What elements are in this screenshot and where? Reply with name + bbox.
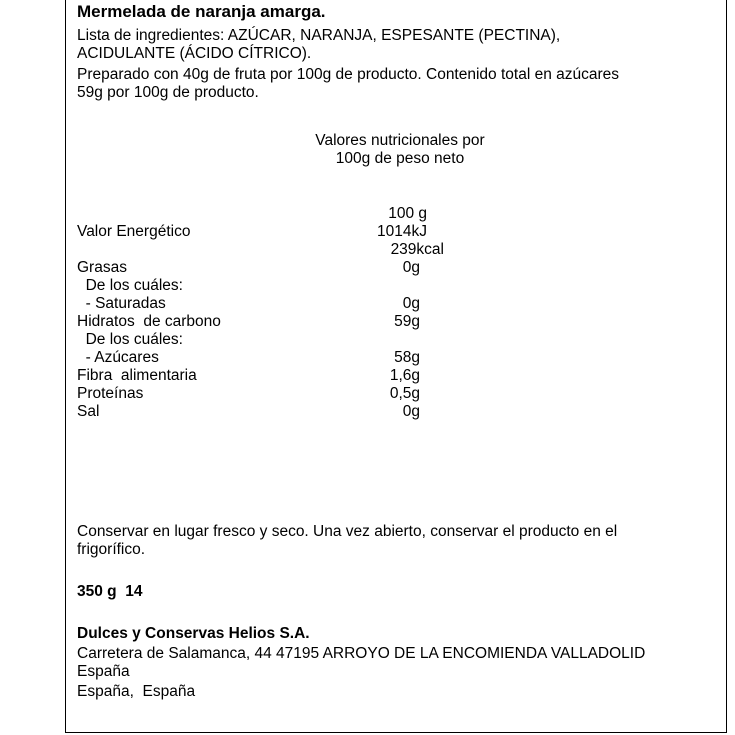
ingredients-line-2: ACIDULANTE (ÁCIDO CÍTRICO). xyxy=(77,45,312,62)
nutrition-row-label: Fibra alimentaria xyxy=(77,367,197,384)
nutrition-row-value: 1,6g xyxy=(389,367,420,384)
origin-country: España, España xyxy=(77,683,196,700)
net-weight: 350 g 14 xyxy=(77,583,143,600)
nutrition-row-label: Valor Energético xyxy=(77,223,191,240)
preparation-line-1: Preparado con 40g de fruta por 100g de producto. Contenido total en azúcares xyxy=(77,66,620,83)
storage-line-1: Conservar en lugar fresco y seco. Una vez abierto, conservar el producto en el xyxy=(77,523,618,540)
nutrition-row-value: 58g xyxy=(394,349,420,366)
nutrition-row-value: 239kcal xyxy=(390,241,444,258)
nutrition-row-value: 59g xyxy=(394,313,420,330)
product-title: Mermelada de naranja amarga. xyxy=(77,2,326,21)
ingredients-line-1: Lista de ingredientes: AZÚCAR, NARANJA, ESPESANTE (PECTINA), xyxy=(77,27,561,44)
nutrition-row-label: Grasas xyxy=(77,259,127,276)
nutrition-row-label: Proteínas xyxy=(77,385,144,402)
nutrition-row-value: 0g xyxy=(402,295,420,312)
nutrition-row-value: 1014kJ xyxy=(377,223,427,240)
storage-line-2: frigorífico. xyxy=(77,541,146,558)
nutrition-row-label: Hidratos de carbono xyxy=(77,313,221,330)
nutrition-row-label: - Saturadas xyxy=(77,295,166,312)
nutrition-row-label: De los cuáles: xyxy=(77,331,183,348)
company-address: Carretera de Salamanca, 44 47195 ARROYO DE LA ENCOMIENDA VALLADOLID xyxy=(77,645,646,662)
nutrition-row-value: 0,5g xyxy=(389,385,420,402)
nutrition-row-label: De los cuáles: xyxy=(77,277,183,294)
company-country: España xyxy=(77,663,130,680)
company-name: Dulces y Conservas Helios S.A. xyxy=(77,625,310,642)
preparation-line-2: 59g por 100g de producto. xyxy=(77,84,259,101)
nutrition-row-value: 0g xyxy=(402,403,420,420)
nutrition-header-line-1: Valores nutricionales por xyxy=(315,132,485,149)
nutrition-header-line-2: 100g de peso neto xyxy=(335,150,465,167)
nutrition-column-header: 100 g xyxy=(388,205,427,222)
nutrition-row-label: Sal xyxy=(77,403,100,420)
nutrition-row-label: - Azúcares xyxy=(77,349,159,366)
nutrition-row-value: 0g xyxy=(402,259,420,276)
